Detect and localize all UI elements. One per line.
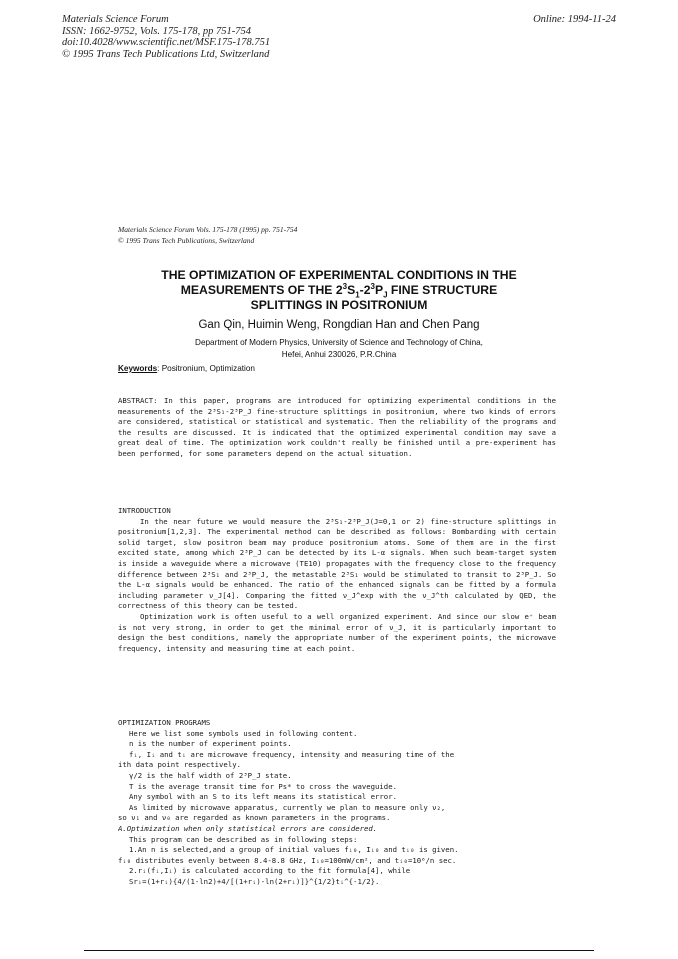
affiliation-line-1: Department of Modern Physics, University of Science and Technology of China, — [195, 338, 483, 347]
text-line: γ/2 is the half width of 2³P_J state. — [129, 770, 292, 780]
text-line: fᵢ₀ distributes evenly between 8.4-8.8 GHz, Iᵢ₀=100mW/cm², and tᵢ₀=10⁶/n sec. — [118, 855, 457, 865]
section-heading: INTRODUCTION — [118, 506, 171, 515]
equation-line: Srᵢ=(1+rᵢ){4/(1-ln2)+4/[(1+rᵢ)-ln(2+rᵢ)]}^{1/2}tᵢ^{-1/2}. — [129, 876, 380, 886]
doi-line: doi:10.4028/www.scientific.net/MSF.175-178.751 — [62, 37, 271, 48]
citation-line-1: Materials Science Forum Vols. 175-178 (1995) pp. 751-754 — [118, 225, 298, 234]
online-date: Online: 1994-11-24 — [533, 14, 616, 25]
optimization-section — [118, 718, 556, 888]
footer-rule — [84, 950, 594, 951]
affiliation — [100, 337, 578, 361]
title-line-3: SPLITTINGS IN POSITRONIUM — [250, 298, 428, 312]
title-line-2 — [100, 283, 578, 298]
text-line: 1.An n is selected,and a group of initial values fᵢ₀, Iᵢ₀ and tᵢ₀ is given. — [129, 845, 459, 855]
journal-name: Materials Science Forum — [62, 14, 169, 25]
text-line: ith data point respectively. — [118, 760, 242, 770]
title-sup: 3 — [342, 281, 348, 291]
affiliation-line-2: Hefei, Anhui 230026, P.R.China — [281, 350, 397, 359]
intro-paragraph-2: Optimization work is often useful to a well organized experiment. And since our slow e⁺ beam is not very strong, in order to get the minimal error of ν_J, it is particularly important to design the best conditions, namely the appropriate number of the experiment points, the microwave frequency, intensity and measuring time at each point. — [118, 611, 556, 653]
keywords-label: Keywords — [118, 364, 158, 373]
subsection-heading: A.Optimization when only statistical errors are considered. — [118, 823, 378, 833]
text-line: fᵢ, Iᵢ and tᵢ are microwave frequency, intensity and measuring time of the — [129, 749, 455, 759]
copyright-line: © 1995 Trans Tech Publications Ltd, Switzerland — [62, 48, 270, 60]
introduction-section — [118, 506, 556, 654]
text-line: This program can be described as in following steps: — [129, 834, 358, 844]
text-line: As limited by microwave apparatus, currently we plan to measure only ν₂, — [129, 802, 446, 812]
intro-paragraph-1: In the near future we would measure the 2³S₁-2³P_J(J=0,1 or 2) fine-structure splittings in positronium[1,2,3]. The experimental method can be described as follows: Bombarding with certain solid target, slow positron beam may produce positronium atoms. Some of them are in the first excited state, among which 2³P_J can be detected by its L-α signals. When such beam-target system is inside a waveguide where a microwave (TE10) propagates with the frequency close to the frequency difference between 2³S₁ and 2³P_J, the metastable 2³S₁ would be stimulated to transit to 2³P_J. So the L-α signals would be enhanced. The ratio of the enhanced signals can be fitted by a formula including parameter ν_J[4]. Comparing the fitted ν_J^exp with the ν_J^th calculated by QED, the correctness of this theory can be tested. — [118, 516, 556, 611]
paper-title — [100, 268, 578, 313]
title-sup: 3 — [370, 281, 375, 291]
section-heading: OPTIMIZATION PROGRAMS — [118, 718, 211, 727]
text-line: T is the average transit time for Ps* to cross the waveguide. — [129, 781, 397, 791]
text-line: Any symbol with an S to its left means its statistical error. — [129, 792, 397, 802]
issn-line: ISSN: 1662-9752, Vols. 175-178, pp 751-754 — [62, 25, 251, 37]
journal-header — [62, 14, 270, 60]
text-line: n is the number of experiment points. — [129, 739, 292, 749]
title-text: FINE STRUCTURE — [387, 283, 498, 297]
abstract-text: ABSTRACT: In this paper, programs are introduced for optimizing experimental conditions in the measurements of the 2³S₁-2³P_J fine-structure splittings in positronium, where two kinds of errors are considered, statistical or statistical and systematic. Then the reliability of the programs and the results are discussed. It is indicated that the optimized experimental condition may save a great deal of time. The optimization work couldn't really be finished until a pre-experiment has been performed, for some parameters depend on the actual situation. — [118, 396, 556, 458]
title-text: -2 — [359, 283, 371, 297]
title-sub: 1 — [355, 290, 360, 300]
title-text: P — [374, 283, 384, 297]
title-text: S — [347, 283, 356, 297]
journal-citation — [118, 224, 297, 246]
keywords — [118, 364, 255, 373]
authors: Gan Qin, Huimin Weng, Rongdian Han and Chen Pang — [198, 319, 480, 331]
text-line: Here we list some symbols used in following content. — [129, 728, 358, 738]
title-line-1: THE OPTIMIZATION OF EXPERIMENTAL CONDITIONS IN THE — [161, 268, 517, 282]
text-line: 2.rᵢ(fᵢ,Iᵢ) is calculated according to the fit formula[4], while — [129, 866, 411, 876]
text-line: so ν₁ and ν₀ are regarded as known parameters in the programs. — [118, 813, 391, 823]
title-sub: J — [383, 290, 388, 300]
abstract-section — [118, 396, 556, 460]
citation-line-2: © 1995 Trans Tech Publications, Switzerland — [118, 236, 255, 245]
keywords-text: : Positronium, Optimization — [157, 364, 255, 373]
title-text: MEASUREMENTS OF THE 2 — [180, 283, 343, 297]
